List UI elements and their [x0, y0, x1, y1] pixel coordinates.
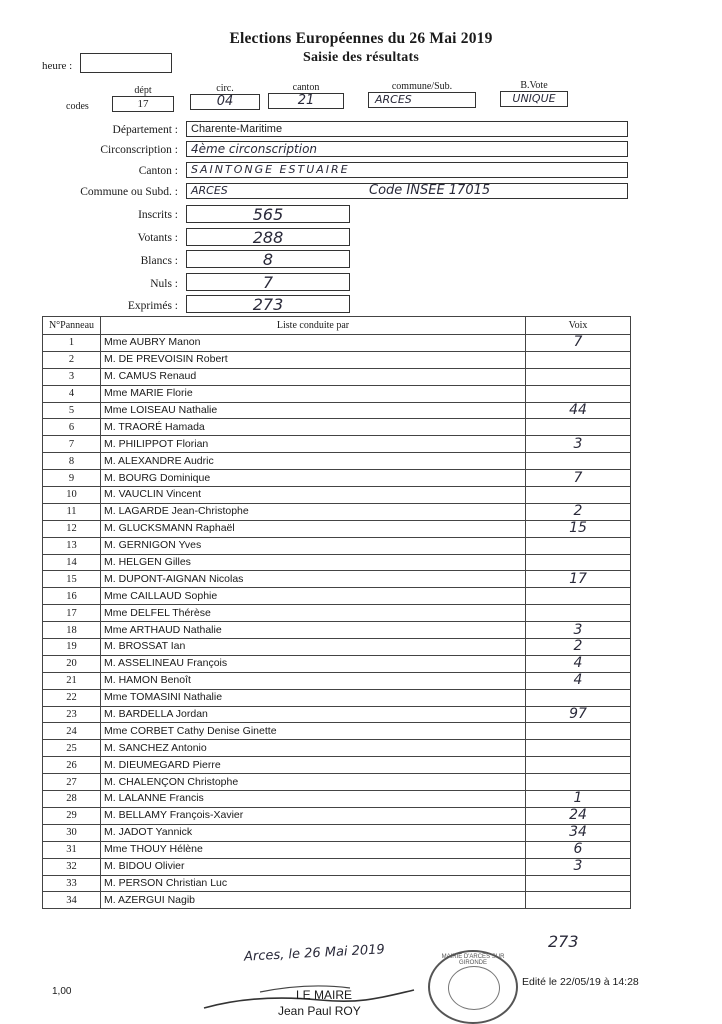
heure-label: heure : — [42, 60, 73, 72]
voix-cell[interactable] — [526, 351, 631, 368]
mayor-title: LE MAIRE — [296, 988, 353, 1002]
inscrits-field[interactable]: 565 — [186, 205, 350, 223]
voix-cell[interactable]: 2 — [526, 639, 631, 656]
panneau-number: 26 — [43, 757, 101, 774]
list-leader: M. BELLAMY François-Xavier — [101, 807, 526, 824]
table-row — [43, 503, 631, 520]
voix-cell[interactable] — [526, 740, 631, 757]
panneau-number: 27 — [43, 774, 101, 791]
voix-cell[interactable] — [526, 689, 631, 706]
list-leader: Mme LOISEAU Nathalie — [101, 402, 526, 419]
panneau-number: 32 — [43, 858, 101, 875]
voix-cell[interactable] — [526, 588, 631, 605]
list-leader: M. LALANNE Francis — [101, 791, 526, 808]
table-row — [43, 554, 631, 571]
list-leader: M. VAUCLIN Vincent — [101, 487, 526, 504]
list-leader: Mme THOUY Hélène — [101, 841, 526, 858]
list-leader: Mme CAILLAUD Sophie — [101, 588, 526, 605]
table-row — [43, 639, 631, 656]
list-leader: M. CHALENÇON Christophe — [101, 774, 526, 791]
list-leader: M. SANCHEZ Antonio — [101, 740, 526, 757]
panneau-number: 34 — [43, 892, 101, 909]
commune-label: Commune ou Subd. : — [80, 186, 178, 198]
voix-cell[interactable] — [526, 723, 631, 740]
panneau-number: 24 — [43, 723, 101, 740]
voix-cell[interactable] — [526, 368, 631, 385]
table-row — [43, 419, 631, 436]
list-leader: Mme TOMASINI Nathalie — [101, 689, 526, 706]
liste-header: Liste conduite par — [101, 317, 526, 335]
list-leader: M. PHILIPPOT Florian — [101, 436, 526, 453]
panneau-number: 21 — [43, 672, 101, 689]
panneau-number: 13 — [43, 537, 101, 554]
panneau-number: 22 — [43, 689, 101, 706]
voix-cell[interactable] — [526, 487, 631, 504]
table-row — [43, 858, 631, 875]
panneau-number: 28 — [43, 791, 101, 808]
nuls-field[interactable]: 7 — [186, 273, 350, 291]
mayor-name: Jean Paul ROY — [278, 1004, 361, 1018]
voix-cell[interactable] — [526, 453, 631, 470]
voix-cell[interactable]: 6 — [526, 841, 631, 858]
bvote-label: B.Vote — [520, 80, 548, 91]
table-row — [43, 740, 631, 757]
voix-cell[interactable]: 2 — [526, 503, 631, 520]
total-voix: 273 — [548, 932, 579, 951]
circ-label: circ. — [216, 83, 234, 94]
panneau-number: 3 — [43, 368, 101, 385]
exprimes-field[interactable]: 273 — [186, 295, 350, 313]
list-leader: Mme DELFEL Thérèse — [101, 605, 526, 622]
list-leader: M. DE PREVOISIN Robert — [101, 351, 526, 368]
table-row — [43, 520, 631, 537]
stamp-text: MAIRIE D'ARCES SUR GIRONDE — [441, 954, 505, 966]
list-leader: M. HAMON Benoît — [101, 672, 526, 689]
list-leader: M. GERNIGON Yves — [101, 537, 526, 554]
canton-label-row: Canton : — [138, 165, 178, 177]
table-row — [43, 402, 631, 419]
voix-cell[interactable]: 4 — [526, 672, 631, 689]
bvote-code-field[interactable]: UNIQUE — [500, 91, 568, 107]
canton-field[interactable]: SAINTONGE ESTUAIRE — [186, 162, 628, 178]
canton-label: canton — [292, 82, 320, 93]
page-subtitle: Saisie des résultats — [303, 50, 419, 65]
list-leader: Mme CORBET Cathy Denise Ginette — [101, 723, 526, 740]
voix-cell[interactable]: 3 — [526, 622, 631, 639]
circ-code-field[interactable]: 04 — [190, 94, 260, 110]
commune-value: ARCES — [191, 184, 228, 197]
insee-note: Code INSEE 17015 — [369, 183, 491, 198]
voix-cell[interactable]: 24 — [526, 807, 631, 824]
list-leader: M. ASSELINEAU François — [101, 655, 526, 672]
panneau-number: 14 — [43, 554, 101, 571]
list-leader: M. ALEXANDRE Audric — [101, 453, 526, 470]
voix-header: Voix — [526, 317, 631, 335]
table-row — [43, 841, 631, 858]
table-row — [43, 723, 631, 740]
panneau-number: 1 — [43, 335, 101, 352]
list-leader: M. GLUCKSMANN Raphaël — [101, 520, 526, 537]
panneau-number: 30 — [43, 824, 101, 841]
panneau-number: 8 — [43, 453, 101, 470]
table-row — [43, 757, 631, 774]
list-leader: M. DIEUMEGARD Pierre — [101, 757, 526, 774]
list-leader: M. BROSSAT Ian — [101, 639, 526, 656]
voix-cell[interactable] — [526, 605, 631, 622]
blancs-label: Blancs : — [140, 255, 178, 267]
exprimes-label: Exprimés : — [127, 300, 178, 312]
list-leader: M. LAGARDE Jean-Christophe — [101, 503, 526, 520]
table-row — [43, 453, 631, 470]
list-leader: Mme MARIE Florie — [101, 385, 526, 402]
table-row — [43, 689, 631, 706]
nuls-label: Nuls : — [150, 278, 178, 290]
list-leader: M. BARDELLA Jordan — [101, 706, 526, 723]
table-row — [43, 706, 631, 723]
results-table — [42, 316, 631, 909]
circonscription-field[interactable]: 4ème circonscription — [186, 141, 628, 157]
voix-cell[interactable] — [526, 892, 631, 909]
table-row — [43, 875, 631, 892]
page-marker: 1,00 — [52, 986, 72, 997]
list-leader: M. JADOT Yannick — [101, 824, 526, 841]
commune-code-label: commune/Sub. — [391, 81, 453, 92]
voix-cell[interactable] — [526, 875, 631, 892]
panneau-number: 19 — [43, 639, 101, 656]
list-leader: M. DUPONT-AIGNAN Nicolas — [101, 571, 526, 588]
voix-cell[interactable] — [526, 554, 631, 571]
voix-cell[interactable] — [526, 385, 631, 402]
dept-code-field[interactable]: 17 — [112, 96, 174, 112]
table-header-row — [43, 317, 631, 335]
panneau-number: 4 — [43, 385, 101, 402]
circonscription-label: Circonscription : — [100, 144, 178, 156]
inscrits-label: Inscrits : — [138, 209, 178, 221]
place-date: Arces, le 26 Mai 2019 — [243, 942, 386, 965]
panneau-number: 6 — [43, 419, 101, 436]
panneau-number: 18 — [43, 622, 101, 639]
table-row — [43, 622, 631, 639]
stamp-inner-ring — [448, 966, 500, 1010]
voix-cell[interactable]: 3 — [526, 436, 631, 453]
table-row — [43, 335, 631, 352]
table-row — [43, 791, 631, 808]
codes-label: codes — [66, 101, 89, 112]
mairie-stamp — [428, 950, 518, 1024]
table-row — [43, 655, 631, 672]
table-row — [43, 351, 631, 368]
edited-timestamp: Edité le 22/05/19 à 14:28 — [522, 976, 639, 988]
votants-label: Votants : — [137, 232, 178, 244]
table-row — [43, 436, 631, 453]
panneau-number: 11 — [43, 503, 101, 520]
panneau-number: 2 — [43, 351, 101, 368]
panneau-number: 29 — [43, 807, 101, 824]
heure-input[interactable] — [80, 53, 172, 73]
panneau-number: 33 — [43, 875, 101, 892]
canton-code-field[interactable]: 21 — [268, 93, 344, 109]
panneau-number: 17 — [43, 605, 101, 622]
table-row — [43, 807, 631, 824]
panneau-number: 23 — [43, 706, 101, 723]
list-leader: M. BOURG Dominique — [101, 470, 526, 487]
panneau-number: 12 — [43, 520, 101, 537]
departement-field[interactable]: Charente-Maritime — [186, 121, 628, 137]
voix-cell[interactable]: 44 — [526, 402, 631, 419]
voix-cell[interactable] — [526, 537, 631, 554]
panneau-number: 31 — [43, 841, 101, 858]
table-row — [43, 588, 631, 605]
departement-label: Département : — [112, 124, 178, 136]
table-row — [43, 824, 631, 841]
list-leader: Mme AUBRY Manon — [101, 335, 526, 352]
blancs-field[interactable]: 8 — [186, 250, 350, 268]
list-leader: M. CAMUS Renaud — [101, 368, 526, 385]
votants-field[interactable]: 288 — [186, 228, 350, 246]
voix-cell[interactable] — [526, 774, 631, 791]
panneau-number: 15 — [43, 571, 101, 588]
commune-code-field[interactable]: ARCES — [368, 92, 476, 108]
list-leader: M. TRAORÉ Hamada — [101, 419, 526, 436]
voix-cell[interactable]: 15 — [526, 520, 631, 537]
voix-cell[interactable]: 17 — [526, 571, 631, 588]
panneau-number: 5 — [43, 402, 101, 419]
panneau-header: N°Panneau — [43, 317, 101, 335]
panneau-number: 25 — [43, 740, 101, 757]
voix-cell[interactable]: 7 — [526, 335, 631, 352]
table-row — [43, 385, 631, 402]
voix-cell[interactable]: 97 — [526, 706, 631, 723]
table-row — [43, 470, 631, 487]
list-leader: M. BIDOU Olivier — [101, 858, 526, 875]
panneau-number: 10 — [43, 487, 101, 504]
table-row — [43, 537, 631, 554]
voix-cell[interactable] — [526, 419, 631, 436]
voix-cell[interactable]: 34 — [526, 824, 631, 841]
list-leader: M. PERSON Christian Luc — [101, 875, 526, 892]
panneau-number: 20 — [43, 655, 101, 672]
voix-cell[interactable]: 4 — [526, 655, 631, 672]
page-title: Elections Européennes du 26 Mai 2019 — [229, 30, 493, 47]
voix-cell[interactable]: 3 — [526, 858, 631, 875]
panneau-number: 7 — [43, 436, 101, 453]
voix-cell[interactable]: 1 — [526, 791, 631, 808]
table-row — [43, 672, 631, 689]
table-row — [43, 487, 631, 504]
list-leader: Mme ARTHAUD Nathalie — [101, 622, 526, 639]
dept-label: dépt — [134, 85, 152, 96]
table-row — [43, 605, 631, 622]
table-row — [43, 368, 631, 385]
panneau-number: 16 — [43, 588, 101, 605]
list-leader: M. HELGEN Gilles — [101, 554, 526, 571]
list-leader: M. AZERGUI Nagib — [101, 892, 526, 909]
commune-field[interactable] — [186, 183, 628, 199]
table-row — [43, 571, 631, 588]
voix-cell[interactable]: 7 — [526, 470, 631, 487]
table-row — [43, 892, 631, 909]
table-row — [43, 774, 631, 791]
voix-cell[interactable] — [526, 757, 631, 774]
panneau-number: 9 — [43, 470, 101, 487]
